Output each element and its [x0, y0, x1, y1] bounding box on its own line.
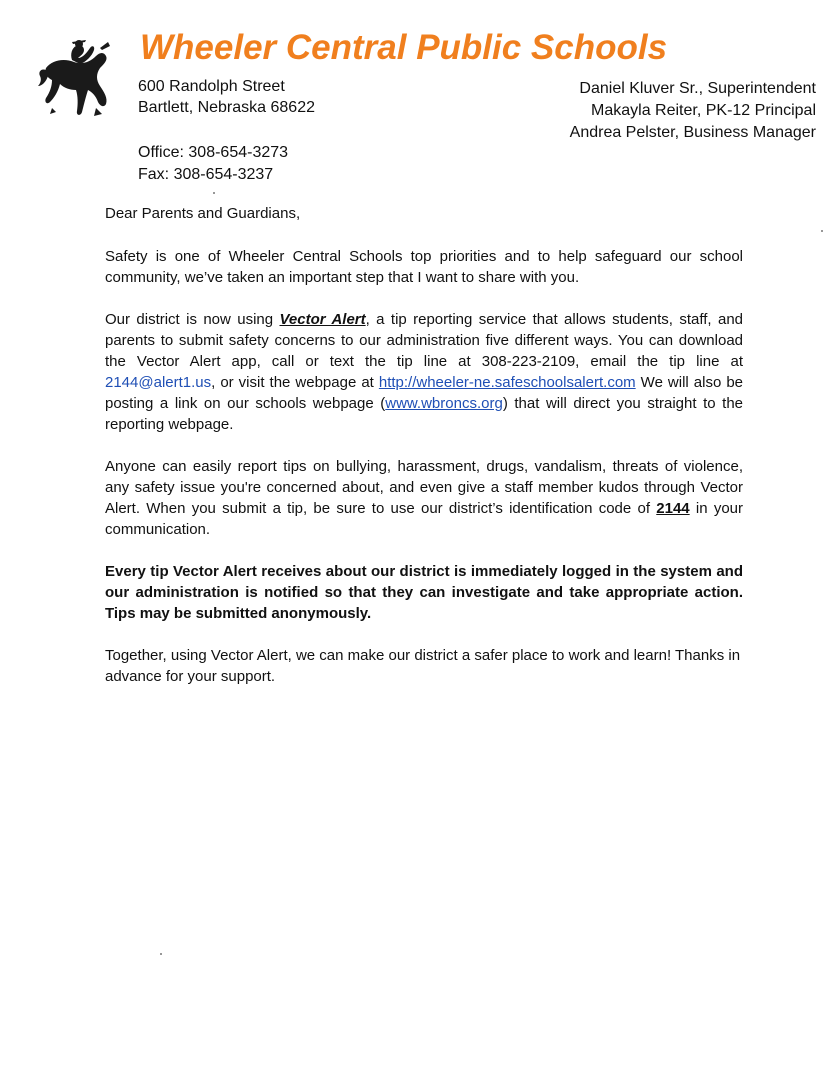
paragraph-vector-alert — [105, 309, 743, 435]
tip-webpage-link[interactable]: http://wheeler-ne.safeschoolsalert.com — [378, 374, 636, 391]
vector-alert-brand: Vector Alert — [279, 311, 366, 328]
school-website-link[interactable]: www.wbroncs.org — [385, 395, 503, 412]
scan-speck — [821, 230, 823, 232]
school-address — [138, 76, 315, 118]
bronco-rider-logo-icon — [38, 38, 114, 120]
staff-superintendent: Daniel Kluver Sr., Superintendent — [579, 80, 816, 97]
tip-email-link[interactable]: 2144@alert1.us — [105, 374, 212, 391]
letter-body — [105, 203, 743, 708]
letter-greeting: Dear Parents and Guardians, — [105, 205, 301, 222]
school-contact — [138, 142, 288, 186]
p2-text-1: Our district is now using — [105, 311, 280, 328]
staff-business-manager: Andrea Pelster, Business Manager — [569, 124, 816, 141]
address-city: Bartlett, Nebraska 68622 — [138, 99, 315, 116]
p2-text-3: , or visit the webpage at — [211, 374, 379, 391]
school-name-title: Wheeler Central Public Schools — [140, 28, 668, 67]
p2-text-4: We will also be posting a link on our schools webpage ( — [105, 374, 743, 412]
paragraph-logged-tips: Every tip Vector Alert receives about our district is immediately logged in the system and our administration is notified so that they can investigate and take appropriate action. Tips may be submitted anonymously. — [105, 563, 743, 622]
scan-speck — [160, 953, 162, 955]
address-street: 600 Randolph Street — [138, 78, 285, 95]
district-code: 2144 — [656, 500, 690, 517]
office-phone: Office: 308-654-3273 — [138, 144, 289, 161]
paragraph-safety-intro: Safety is one of Wheeler Central Schools top priorities and to help safeguard our school community, we’ve taken an important step that I want to share with you. — [105, 248, 743, 286]
paragraph-report-tips — [105, 456, 743, 540]
p2-text-2: , a tip reporting service that allows students, staff, and parents to submit safety concerns to our administration five different ways. You can download the Vector Alert app, call or text the tip line at 308-223-2109, email the tip line at — [105, 311, 743, 370]
p3-text-2: in your communication. — [105, 500, 743, 538]
paragraph-closing: Together, using Vector Alert, we can make our district a safer place to work and learn! Thanks in advance for your support. — [105, 647, 741, 685]
staff-list — [570, 78, 816, 144]
fax-number: Fax: 308-654-3237 — [138, 166, 274, 183]
p3-text-1: Anyone can easily report tips on bullying, harassment, drugs, vandalism, threats of violence, any safety issue you're concerned about, and even give a staff member kudos through Vector Alert. When you submit a tip, be sure to use our district’s identification code of — [105, 458, 743, 517]
staff-principal: Makayla Reiter, PK-12 Principal — [591, 102, 816, 119]
p2-text-5: ) that will direct you straight to the reporting webpage. — [105, 395, 744, 433]
scan-speck — [213, 192, 215, 194]
